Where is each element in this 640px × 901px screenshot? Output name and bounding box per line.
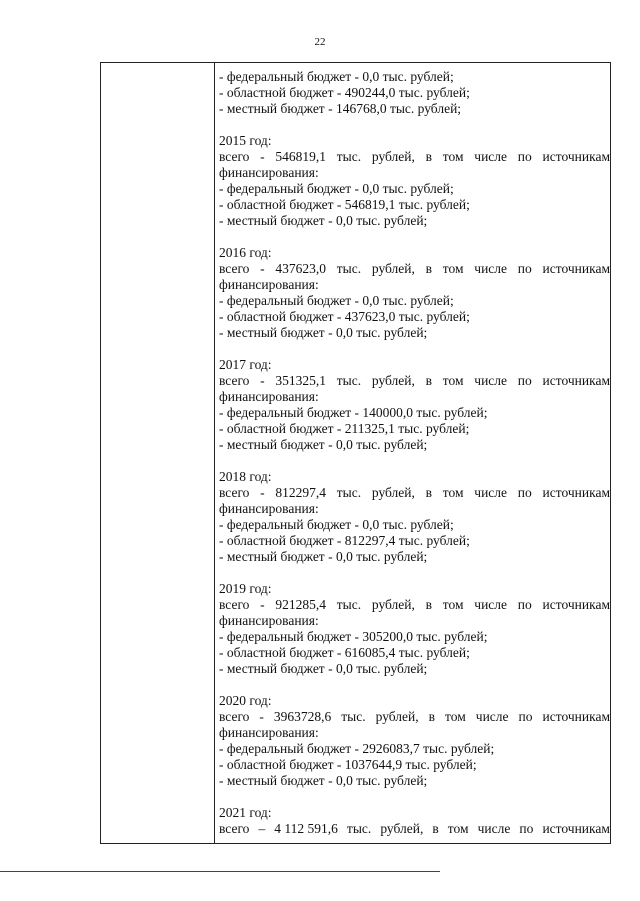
year-block	[219, 469, 610, 565]
year-total-line	[219, 821, 610, 837]
budget-source-line: - местный бюджет - 0,0 тыс. рублей;	[219, 213, 428, 228]
total-word: числе	[474, 149, 508, 164]
financing-label: финансирования:	[219, 725, 319, 740]
total-word: по	[517, 149, 532, 164]
total-word: числе	[474, 261, 508, 276]
total-word: тыс.	[336, 149, 362, 164]
total-word: тыс.	[346, 821, 372, 836]
total-word: 546819,1	[275, 149, 327, 164]
continuation-line: - местный бюджет - 146768,0 тыс. рублей;	[219, 101, 462, 116]
year-block	[219, 357, 610, 453]
total-word: в	[425, 261, 433, 276]
financing-label: финансирования:	[219, 501, 319, 516]
total-word: -	[260, 485, 265, 500]
total-word: по	[518, 709, 533, 724]
total-word: тыс.	[336, 597, 362, 612]
year-total-line	[219, 373, 610, 389]
budget-table	[100, 62, 611, 844]
budget-source-line: - федеральный бюджет - 305200,0 тыс. рублей;	[219, 629, 488, 644]
total-word: –	[258, 821, 266, 836]
total-word: в	[425, 373, 433, 388]
total-word: источникам	[542, 373, 610, 388]
table-label-cell	[101, 63, 215, 843]
total-word: всего	[219, 261, 250, 276]
total-word: числе	[474, 597, 508, 612]
total-word: рублей,	[371, 597, 415, 612]
total-word: -	[260, 373, 265, 388]
total-word: 921285,4	[275, 597, 327, 612]
total-word: рублей,	[371, 261, 415, 276]
total-word: тыс.	[341, 709, 366, 724]
budget-source-line: - федеральный бюджет - 140000,0 тыс. рублей;	[219, 405, 488, 420]
total-word: 4 112 591,6	[274, 821, 338, 836]
total-word: рублей,	[375, 709, 419, 724]
year-heading: 2020 год:	[219, 693, 272, 708]
year-total-line	[219, 485, 610, 501]
total-word: числе	[475, 709, 509, 724]
total-word: тыс.	[336, 261, 362, 276]
total-word: в	[428, 709, 436, 724]
financing-label: финансирования:	[219, 165, 319, 180]
total-word: всего	[219, 821, 250, 836]
total-word: числе	[477, 821, 511, 836]
total-word: источникам	[542, 149, 610, 164]
year-total-line	[219, 261, 610, 277]
total-word: в	[425, 149, 433, 164]
total-word: по	[517, 261, 532, 276]
year-heading: 2021 год:	[219, 805, 272, 820]
total-word: источникам	[542, 821, 610, 836]
total-word: источникам	[542, 485, 610, 500]
total-word: числе	[474, 485, 508, 500]
year-block	[219, 805, 610, 837]
total-word: всего	[219, 597, 250, 612]
total-word: том	[442, 261, 464, 276]
year-heading: 2018 год:	[219, 469, 272, 484]
total-word: том	[447, 821, 469, 836]
total-word: в	[425, 597, 433, 612]
total-word: всего	[219, 485, 250, 500]
total-word: всего	[219, 709, 250, 724]
year-total-line	[219, 149, 610, 165]
page-number: 22	[314, 36, 326, 48]
year-block	[219, 581, 610, 677]
total-word: тыс.	[336, 485, 362, 500]
budget-source-line: - областной бюджет - 616085,4 тыс. рублей;	[219, 645, 470, 660]
continuation-line: - областной бюджет - 490244,0 тыс. рублей;	[219, 85, 470, 100]
budget-source-line: - областной бюджет - 211325,1 тыс. рублей;	[219, 421, 470, 436]
total-word: 437623,0	[275, 261, 327, 276]
financing-label: финансирования:	[219, 389, 319, 404]
total-word: рублей,	[380, 821, 424, 836]
total-word: источникам	[542, 261, 610, 276]
budget-source-line: - федеральный бюджет - 0,0 тыс. рублей;	[219, 517, 454, 532]
year-total-line	[219, 709, 610, 725]
total-word: рублей,	[371, 485, 415, 500]
total-word: 3963728,6	[273, 709, 332, 724]
total-word: -	[260, 149, 265, 164]
budget-source-line: - местный бюджет - 0,0 тыс. рублей;	[219, 549, 428, 564]
budget-source-line: - местный бюджет - 0,0 тыс. рублей;	[219, 773, 428, 788]
year-heading: 2015 год:	[219, 133, 272, 148]
total-word: том	[442, 485, 464, 500]
table-content-cell	[219, 69, 610, 837]
year-block	[219, 133, 610, 229]
year-heading: 2019 год:	[219, 581, 272, 596]
year-block	[219, 245, 610, 341]
total-word: числе	[474, 373, 508, 388]
budget-source-line: - областной бюджет - 1037644,9 тыс. рублей;	[219, 757, 477, 772]
continuation-line: - федеральный бюджет - 0,0 тыс. рублей;	[219, 69, 454, 84]
total-word: источникам	[542, 709, 610, 724]
total-word: по	[519, 821, 534, 836]
total-word: 351325,1	[275, 373, 327, 388]
continuation-block	[219, 69, 610, 117]
total-word: по	[517, 485, 532, 500]
year-block	[219, 693, 610, 789]
budget-source-line: - областной бюджет - 546819,1 тыс. рублей;	[219, 197, 470, 212]
year-heading: 2016 год:	[219, 245, 272, 260]
total-word: рублей,	[371, 149, 415, 164]
total-word: том	[445, 709, 466, 724]
total-word: источникам	[542, 597, 610, 612]
financing-label: финансирования:	[219, 613, 319, 628]
budget-source-line: - федеральный бюджет - 0,0 тыс. рублей;	[219, 181, 454, 196]
total-word: всего	[219, 149, 250, 164]
budget-source-line: - федеральный бюджет - 2926083,7 тыс. рублей;	[219, 741, 495, 756]
year-total-line	[219, 597, 610, 613]
budget-source-line: - местный бюджет - 0,0 тыс. рублей;	[219, 325, 428, 340]
year-heading: 2017 год:	[219, 357, 272, 372]
total-word: в	[425, 485, 433, 500]
total-word: в	[432, 821, 439, 836]
total-word: рублей,	[371, 373, 415, 388]
total-word: тыс.	[336, 373, 362, 388]
total-word: по	[517, 597, 532, 612]
total-word: -	[260, 597, 265, 612]
total-word: всего	[219, 373, 250, 388]
budget-source-line: - областной бюджет - 437623,0 тыс. рублей;	[219, 309, 470, 324]
total-word: том	[442, 373, 464, 388]
budget-source-line: - федеральный бюджет - 0,0 тыс. рублей;	[219, 293, 454, 308]
budget-source-line: - местный бюджет - 0,0 тыс. рублей;	[219, 661, 428, 676]
footer-divider	[0, 871, 440, 872]
total-word: том	[442, 149, 464, 164]
budget-source-line: - местный бюджет - 0,0 тыс. рублей;	[219, 437, 428, 452]
total-word: том	[442, 597, 464, 612]
total-word: 812297,4	[275, 485, 327, 500]
total-word: -	[259, 709, 264, 724]
financing-label: финансирования:	[219, 277, 319, 292]
total-word: -	[260, 261, 265, 276]
total-word: по	[517, 373, 532, 388]
budget-source-line: - областной бюджет - 812297,4 тыс. рублей;	[219, 533, 470, 548]
